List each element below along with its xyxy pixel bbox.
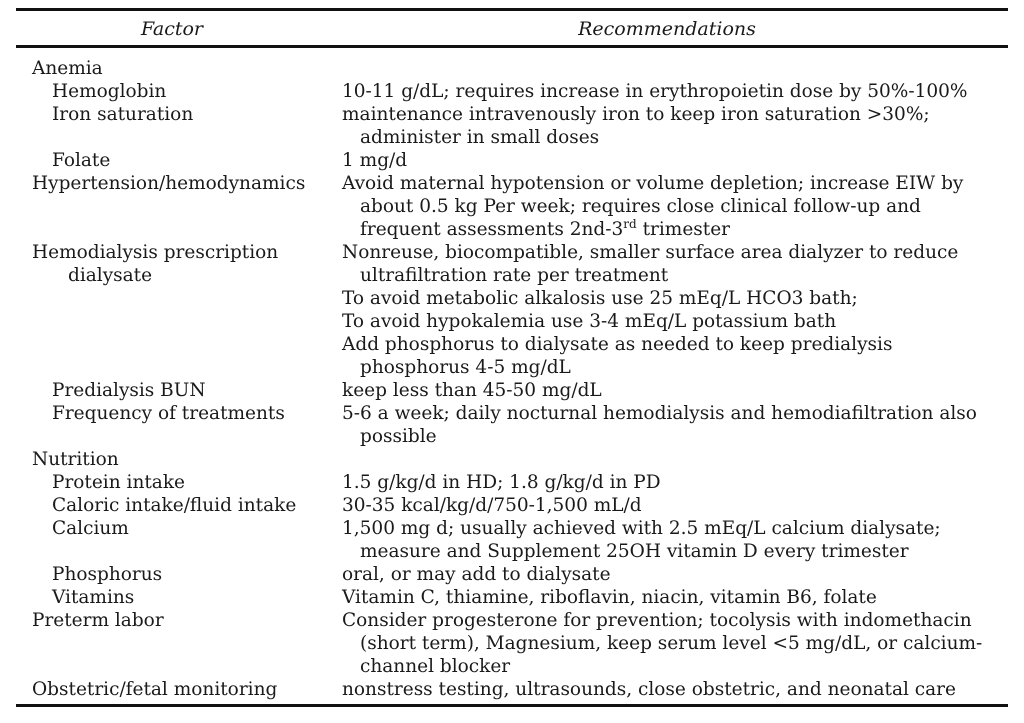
- recommendation-line: phosphorus 4-5 mg/dL: [360, 357, 571, 378]
- superscript-ordinal: rd: [623, 217, 637, 231]
- recommendation-line: (short term), Magnesium, keep serum level <5 mg/dL, or calcium-: [360, 633, 983, 654]
- factor-cell: Caloric intake/fluid intake: [52, 495, 297, 516]
- recommendation-cell: [310, 149, 1022, 172]
- factor-cell: Calcium: [52, 518, 129, 539]
- recommendation-cell: [310, 172, 1022, 241]
- recommendation-line: Avoid maternal hypotension or volume depletion; increase EIW by: [342, 173, 964, 194]
- table-top-rule: [16, 8, 1008, 11]
- table-row: [0, 609, 1024, 678]
- recommendation-cell: [310, 80, 1022, 103]
- recommendation-cell: [310, 586, 1022, 609]
- recommendation-text: frequent assessments 2nd-3: [360, 219, 624, 240]
- recommendation-line: Add phosphorus to dialysate as needed to keep predialysis: [342, 334, 893, 355]
- factor-cell: Preterm labor: [32, 610, 164, 631]
- recommendation-cell: [310, 609, 1022, 678]
- factor-cell: Iron saturation: [52, 104, 194, 125]
- table-row: [0, 172, 1024, 241]
- recommendation-line: oral, or may add to dialysate: [342, 564, 611, 585]
- factor-cell: Protein intake: [52, 472, 185, 493]
- recommendation-cell: [310, 678, 1022, 701]
- table-row: [0, 57, 1024, 80]
- header-factor: Factor: [140, 18, 204, 40]
- factor-cell: Hypertension/hemodynamics: [32, 173, 306, 194]
- recommendation-line: 1,500 mg d; usually achieved with 2.5 mEq/L calcium dialysate;: [342, 518, 941, 539]
- factor-cell: Anemia: [32, 58, 103, 79]
- recommendation-cell: [310, 103, 1022, 149]
- factor-label: Hemodialysis prescription: [32, 242, 279, 263]
- factor-cell: Nutrition: [32, 449, 119, 470]
- header-recommendations: Recommendations: [578, 18, 756, 40]
- recommendation-cell: [310, 517, 1022, 563]
- recommendation-cell: [310, 471, 1022, 494]
- table-row: [0, 80, 1024, 103]
- recommendation-line: possible: [360, 426, 437, 447]
- recommendation-line: To avoid hypokalemia use 3-4 mEq/L potassium bath: [342, 311, 837, 332]
- factor-cell: Hemoglobin: [52, 81, 167, 102]
- recommendation-line: 5-6 a week; daily nocturnal hemodialysis and hemodiafiltration also: [342, 403, 977, 424]
- recommendation-line: [342, 218, 1022, 241]
- recommendation-cell: [310, 448, 1022, 471]
- recommendation-line: 1 mg/d: [342, 150, 408, 171]
- table-row: [0, 471, 1024, 494]
- recommendation-line: keep less than 45-50 mg/dL: [342, 380, 602, 401]
- recommendation-line: nonstress testing, ultrasounds, close obstetric, and neonatal care: [342, 679, 956, 700]
- factor-cell: Frequency of treatments: [52, 403, 285, 424]
- factor-cell: Vitamins: [52, 587, 135, 608]
- table-row: [0, 379, 1024, 402]
- table-row: [0, 494, 1024, 517]
- recommendation-cell: [310, 402, 1022, 448]
- recommendation-cell: [310, 379, 1022, 402]
- table-row: [0, 149, 1024, 172]
- factor-cell: Folate: [52, 150, 111, 171]
- table-row: [0, 678, 1024, 701]
- recommendation-line: Consider progesterone for prevention; tocolysis with indomethacin: [342, 610, 972, 631]
- table-bottom-rule: [16, 704, 1008, 707]
- table-row: [0, 402, 1024, 448]
- table-header-rule: [16, 45, 1008, 48]
- recommendation-line: ultrafiltration rate per treatment: [360, 265, 669, 286]
- recommendation-cell: [310, 241, 1022, 379]
- recommendation-line: about 0.5 kg Per week; requires close clinical follow-up and: [360, 196, 921, 217]
- factor-cell: [0, 241, 310, 379]
- recommendation-cell: [310, 57, 1022, 80]
- recommendation-line: channel blocker: [360, 656, 511, 677]
- table-row: [0, 517, 1024, 563]
- recommendation-line: 10-11 g/dL; requires increase in erythropoietin dose by 50%-100%: [342, 81, 968, 102]
- factor-label-continued: dialysate: [68, 265, 153, 286]
- recommendation-line: maintenance intravenously iron to keep iron saturation >30%;: [342, 104, 930, 125]
- table-row: [0, 586, 1024, 609]
- recommendation-line: measure and Supplement 25OH vitamin D every trimester: [360, 541, 909, 562]
- table-row: [0, 563, 1024, 586]
- recommendation-line: administer in small doses: [360, 127, 600, 148]
- recommendation-line: Vitamin C, thiamine, riboflavin, niacin, vitamin B6, folate: [342, 587, 877, 608]
- table-row: [0, 241, 1024, 379]
- recommendation-text: trimester: [636, 219, 731, 240]
- recommendation-cell: [310, 494, 1022, 517]
- recommendation-line: Nonreuse, biocompatible, smaller surface area dialyzer to reduce: [342, 242, 959, 263]
- table-body: [0, 57, 1024, 701]
- factor-cell: Phosphorus: [52, 564, 163, 585]
- table-row: [0, 448, 1024, 471]
- recommendation-line: 30-35 kcal/kg/d/750-1,500 mL/d: [342, 495, 642, 516]
- recommendation-cell: [310, 563, 1022, 586]
- recommendation-line: 1.5 g/kg/d in HD; 1.8 g/kg/d in PD: [342, 472, 661, 493]
- factor-cell: Predialysis BUN: [52, 380, 206, 401]
- factor-cell: Obstetric/fetal monitoring: [32, 679, 278, 700]
- recommendation-line: To avoid metabolic alkalosis use 25 mEq/L HCO3 bath;: [342, 288, 858, 309]
- table-row: [0, 103, 1024, 149]
